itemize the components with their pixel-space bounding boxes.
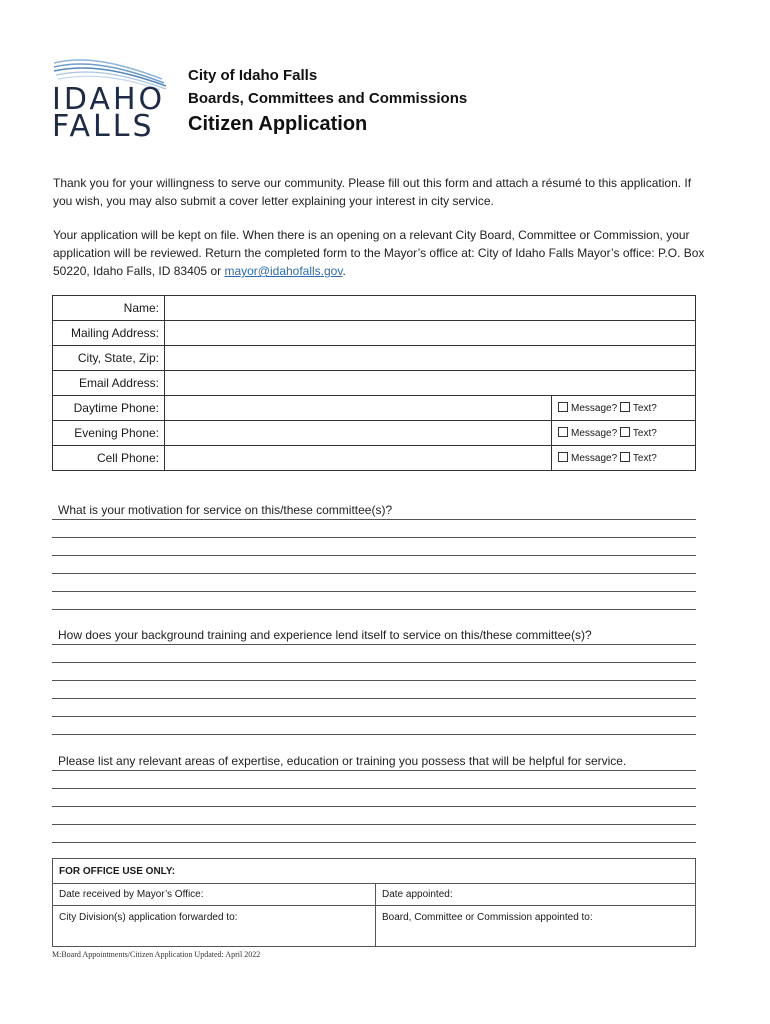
answer-line[interactable] bbox=[52, 824, 696, 825]
footer-note: M:Board Appointments/Citizen Application Updated: April 2022 bbox=[52, 950, 261, 959]
division-forwarded-field: City Division(s) application forwarded to: bbox=[53, 906, 376, 947]
answer-line[interactable] bbox=[52, 662, 696, 663]
daytime-phone-label: Daytime Phone: bbox=[53, 396, 165, 421]
board-appointed-field: Board, Committee or Commission appointed to: bbox=[376, 906, 696, 947]
cell-text-checkbox[interactable] bbox=[620, 452, 630, 462]
answer-line[interactable] bbox=[52, 734, 696, 735]
answer-line[interactable] bbox=[52, 788, 696, 789]
daytime-text-checkbox[interactable] bbox=[620, 402, 630, 412]
daytime-message-checkbox[interactable] bbox=[558, 402, 568, 412]
contact-info-table bbox=[52, 295, 696, 471]
evening-phone-label: Evening Phone: bbox=[53, 421, 165, 446]
answer-line[interactable] bbox=[52, 806, 696, 807]
answer-line[interactable] bbox=[52, 842, 696, 843]
email-row bbox=[53, 371, 696, 396]
answer-line[interactable] bbox=[52, 573, 696, 574]
answer-line[interactable] bbox=[52, 770, 696, 771]
mailing-address-field[interactable] bbox=[165, 321, 696, 346]
name-label: Name: bbox=[53, 296, 165, 321]
intro-paragraph-1: Thank you for your willingness to serve our community. Please fill out this form and attach a résumé to this application. If you wish, you may also submit a cover letter explaining your interest in city service. bbox=[53, 176, 692, 208]
name-row bbox=[53, 296, 696, 321]
cell-phone-label: Cell Phone: bbox=[53, 446, 165, 471]
city-state-zip-field[interactable] bbox=[165, 346, 696, 371]
city-state-zip-label: City, State, Zip: bbox=[53, 346, 165, 371]
evening-message-label: Message? bbox=[571, 428, 618, 439]
evening-phone-field[interactable] bbox=[165, 421, 552, 446]
cell-options bbox=[552, 446, 696, 471]
daytime-row bbox=[53, 396, 696, 421]
email-address-label: Email Address: bbox=[53, 371, 165, 396]
email-address-field[interactable] bbox=[165, 371, 696, 396]
intro-paragraph-2-text: Your application will be kept on file. When there is an opening on a relevant City Board, Committee or Commission, your application will be reviewed. Return the completed form to the Mayor’s office at: City of Idaho Falls Mayor’s office: P.O. Box 50220, Idaho Falls, ID 83405 or bbox=[53, 228, 705, 278]
date-received-field: Date received by Mayor’s Office: bbox=[53, 884, 376, 906]
mailing-address-label: Mailing Address: bbox=[53, 321, 165, 346]
evening-text-checkbox[interactable] bbox=[620, 427, 630, 437]
mayor-email-link[interactable]: mayor@idahofalls.gov bbox=[224, 264, 343, 278]
daytime-message-label: Message? bbox=[571, 403, 618, 414]
cell-message-checkbox[interactable] bbox=[558, 452, 568, 462]
question-expertise: Please list any relevant areas of expertise, education or training you possess that will be helpful for service. bbox=[58, 754, 627, 768]
logo-word-idaho: IDAHO bbox=[52, 82, 166, 117]
answer-line[interactable] bbox=[52, 591, 696, 592]
daytime-text-label: Text? bbox=[632, 403, 657, 414]
header-city: City of Idaho Falls bbox=[188, 67, 318, 84]
evening-message-checkbox[interactable] bbox=[558, 427, 568, 437]
page-title: Citizen Application bbox=[188, 113, 368, 135]
idaho-falls-logo bbox=[50, 55, 170, 145]
daytime-phone-field[interactable] bbox=[165, 396, 552, 421]
cell-text-label: Text? bbox=[632, 453, 657, 464]
question-background: How does your background training and experience lend itself to service on this/these committee(s)? bbox=[58, 628, 592, 642]
intro-paragraph-2 bbox=[53, 226, 713, 280]
evening-options bbox=[552, 421, 696, 446]
intro-paragraph-2-end: . bbox=[342, 264, 346, 278]
answer-line[interactable] bbox=[52, 519, 696, 520]
mailing-row bbox=[53, 321, 696, 346]
cell-message-label: Message? bbox=[571, 453, 618, 464]
office-use-heading: FOR OFFICE USE ONLY: bbox=[53, 859, 696, 884]
answer-line[interactable] bbox=[52, 716, 696, 717]
city-row bbox=[53, 346, 696, 371]
answer-line[interactable] bbox=[52, 680, 696, 681]
question-motivation: What is your motivation for service on this/these committee(s)? bbox=[58, 503, 393, 517]
answer-line[interactable] bbox=[52, 698, 696, 699]
evening-row bbox=[53, 421, 696, 446]
answer-line[interactable] bbox=[52, 644, 696, 645]
cell-phone-field[interactable] bbox=[165, 446, 552, 471]
header-department: Boards, Committees and Commissions bbox=[188, 90, 468, 107]
evening-text-label: Text? bbox=[632, 428, 657, 439]
logo-word-falls: FALLS bbox=[52, 109, 155, 144]
answer-line[interactable] bbox=[52, 609, 696, 610]
name-field[interactable] bbox=[165, 296, 696, 321]
daytime-options bbox=[552, 396, 696, 421]
answer-line[interactable] bbox=[52, 537, 696, 538]
answer-line[interactable] bbox=[52, 555, 696, 556]
office-use-table bbox=[52, 858, 696, 947]
cell-row bbox=[53, 446, 696, 471]
date-appointed-field: Date appointed: bbox=[376, 884, 696, 906]
